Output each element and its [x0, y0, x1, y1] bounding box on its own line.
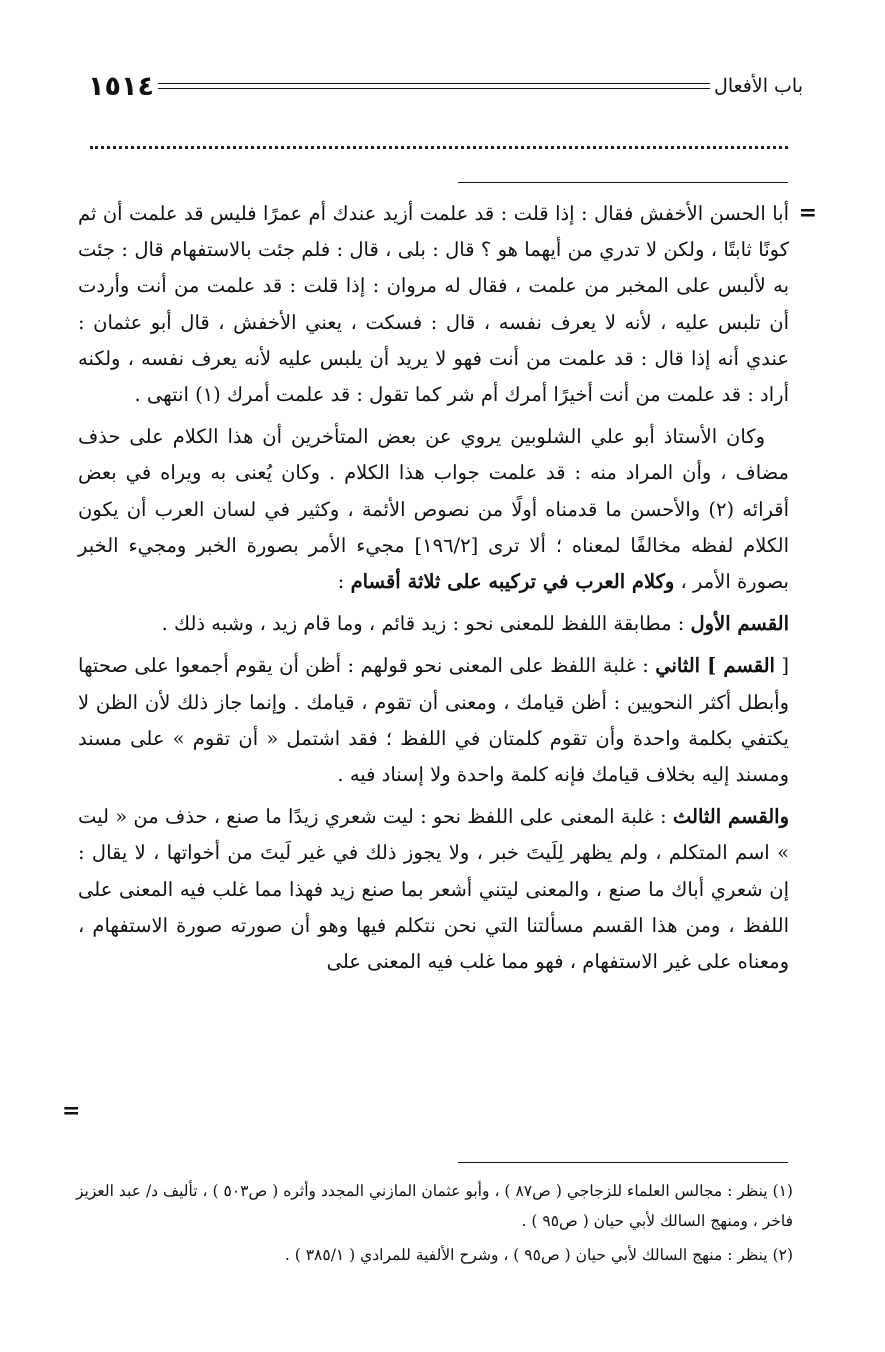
- paragraph-text: وكان الأستاذ أبو علي الشلوبين يروي عن بعض المتأخرين أن هذا الكلام على حذف مضاف ، وأن المراد منه : قد علمت جواب هذا الكلام . وكان يُعنى به ويراه في بعض أقرائه (٢) والأحسن ما قدمناه أولًا من نصوص الأئمة ، وكثير في لسان العرب أن يكون الكلام لفظه مخالفًا لمعناه ؛ ألا ترى [١٩٦/٢] مجيء الأمر بصورة الخبر ومجيء الخبر بصورة الأمر ،: [78, 425, 789, 594]
- section-third-text: : غلبة المعنى على اللفظ نحو : ليت شعري زيدًا ما صنع ، حذف من « ليت » اسم المتكلم ، ولم يظهر لِلَيتَ خبر ، ولا يجوز ذلك في غير لَيتَ من أخواتها ، لا يقال : إن شعري أباك ما صنع ، والمعنى ليتني أشعر بما صنع زيد فهذا مما غلب فيه المعنى على اللفظ ، ومن هذا القسم مسألتنا التي نحن نتكلم فيها وهو أن صورته صورة الاستفهام ، ومعناه على غير الاستفهام ، فهو مما غلب فيه المعنى على: [78, 805, 789, 974]
- continuation-mark-start: =: [798, 200, 817, 226]
- paragraph-shalawbin: [78, 419, 789, 600]
- bracket-open: [: [774, 654, 789, 678]
- section-first-text: : مطابقة اللفظ للمعنى نحو : زيد قائم ، وما قام زيد ، وشبه ذلك .: [161, 612, 691, 636]
- footnotes: [76, 1176, 793, 1270]
- section-second-text: : غلبة اللفظ على المعنى نحو قولهم : أظن أن يقوم أجمعوا على صحتها وأبطل أكثر النحويين : أظن قيامك ، ومعنى أن تقوم ، قيامك . وإنما جاز ذلك لأن الظن لا يكتفي بكلمة واحدة وأن تقوم كلمتان في اللفظ ؛ فقد اشتمل « أن تقوم » على مسند ومسند إليه بخلاف قيامك فإنه كلمة واحدة ولا إسناد فيه .: [78, 654, 789, 787]
- section-second-title: القسم ] الثاني: [655, 654, 775, 678]
- section-third: [78, 799, 789, 980]
- paragraph-end: :: [337, 570, 351, 594]
- continuation-mark-end: =: [62, 1098, 81, 1124]
- paragraph-continued: أبا الحسن الأخفش فقال : إذا قلت : قد علمت أزيد عندك أم عمرًا فليس قد علمت أن ثم كونًا ثابتًا ، ولكن لا تدري من أيهما هو ؟ قال : بلى ، قال : فلم جئت بالاستفهام قال : جئت به لألبس على المخبر من علمت ، فقال له مروان : إذا قلت : قد علمت من أنت وأردت أن تلبس عليه ، لأنه لا يعرف نفسه ، قال : فسكت ، يعني الأخفش ، قال أبو عثمان : عندي أنه إذا قال : قد علمت من أنت فهو لا يريد أن يلبس عليه لأنه يعرف نفسه ، ولكنه أراد : قد علمت من أنت أخيرًا أمرك أم شر كما تقول : قد علمت أمرك (١) انتهى .: [78, 202, 789, 407]
- footnote-rule: [458, 1162, 788, 1163]
- section-first: [78, 606, 789, 642]
- footnote-2: (٢) ينظر : منهج السالك لأبي حيان ( ص٩٥ ) ، وشرح الألفية للمرادي ( ٣٨٥/١ ) .: [284, 1246, 793, 1264]
- section-first-title: القسم الأول: [690, 612, 789, 636]
- section-third-title: والقسم الثالث: [672, 805, 790, 829]
- main-text: [78, 196, 789, 980]
- dotted-separator: [90, 146, 788, 149]
- page-number: ١٥١٤: [88, 70, 154, 102]
- page-header: [78, 66, 813, 106]
- header-rule: [158, 83, 710, 89]
- footnote-1: (١) ينظر : مجالس العلماء للزجاجي ( ص٨٧ ) ، وأبو عثمان المازني المجدد وأثره ( ص٥٠٣ ) ، تأليف د/ عبد العزيز فاخر ، ومنهج السالك لأبي حيان ( ص٩٥ ) .: [76, 1182, 793, 1230]
- bold-phrase-three-sections: وكلام العرب في تركيبه على ثلاثة أقسام: [350, 570, 675, 594]
- chapter-title: باب الأفعال: [714, 75, 803, 97]
- section-second: [78, 648, 789, 793]
- top-rule: [458, 182, 788, 183]
